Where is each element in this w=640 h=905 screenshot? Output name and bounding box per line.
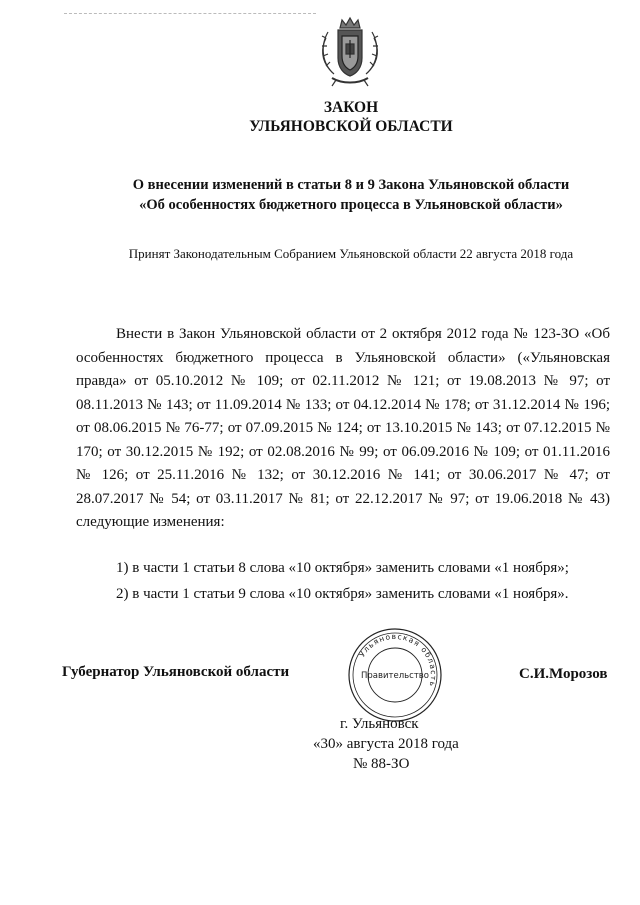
law-number: № 88-ЗО xyxy=(353,756,410,772)
law-title-line2: УЛЬЯНОВСКОЙ ОБЛАСТИ xyxy=(249,118,453,135)
governor-position: Губернатор Ульяновской области xyxy=(62,664,290,680)
law-subject-line2: «Об особенностях бюджетного процесса в Ульяновской области» xyxy=(139,197,563,213)
governor-name: С.И.Морозов xyxy=(519,666,608,682)
amendment-paragraph: Внести в Закон Ульяновской области от 2 октября 2012 года № 123-ЗО «Об особенностях бюджетного процесса в Ульяновской области» («Ульяновская правда» от 05.10.2012 № 109; от 02.11.2012 № 121; от 19.08.2013 № 97; от 08.11.2013 № 143; от 11.09.2014 № 133; от 04.12.2014 № 178; от 31.12.2014 № 196; от 08.06.2015 № 76-77; от 07.09.2015 № 124; от 13.10.2015 № 143; от 07.12.2015 № 170; от 30.12.2015 № 192; от 02.08.2016 № 99; от 06.09.2016 № 109; от 01.11.2016 № 126; от 25.11.2016 № 132; от 30.12.2016 № 141; от 30.06.2017 № 47; от 28.07.2017 № 54; от 03.11.2017 № 81; от 22.12.2017 № 97; от 19.06.2018 № 43) следующие изменения: xyxy=(76,326,610,530)
amendment-item-2: 2) в части 1 статьи 9 слова «10 октября» заменить словами «1 ноября». xyxy=(116,586,569,602)
adoption-note: Принят Законодательным Собранием Ульяновской области 22 августа 2018 года xyxy=(128,246,574,261)
law-body xyxy=(76,323,610,535)
amendment-item-1: 1) в части 1 статьи 8 слова «10 октября» заменить словами «1 ноября»; xyxy=(116,560,569,576)
signing-place: г. Ульяновск xyxy=(340,716,419,732)
coat-of-arms-icon xyxy=(312,14,388,90)
official-seal-stamp xyxy=(346,626,444,724)
law-title-line1: ЗАКОН xyxy=(323,99,379,116)
signing-date: «30» августа 2018 года xyxy=(313,736,459,752)
law-subject-line1: О внесении изменений в статьи 8 и 9 Закона Ульяновской области xyxy=(132,177,570,193)
scan-edge-line xyxy=(64,13,316,14)
seal-center-text: Правительство xyxy=(361,671,429,681)
seal-ring-text: Ульяновская область xyxy=(357,631,439,689)
